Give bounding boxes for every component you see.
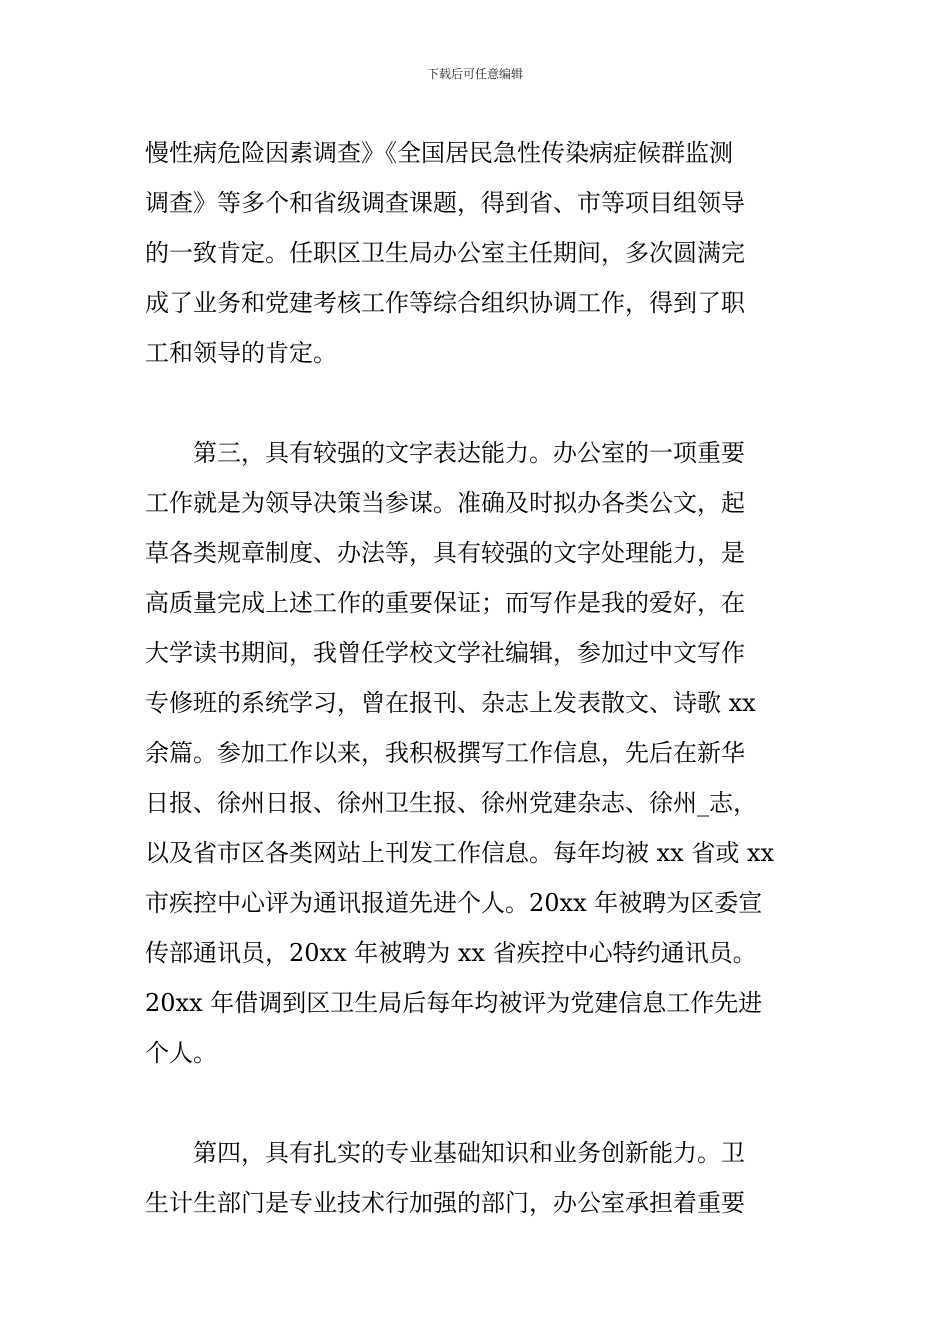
text-line: 成了业务和党建考核工作等综合组织协调工作，得到了职	[145, 289, 745, 317]
document-body	[145, 128, 813, 1228]
paragraph-gap	[145, 378, 813, 428]
text-line: 大学读书期间，我曾任学校文学社编辑，参加过中文写作	[145, 639, 745, 667]
text-line: 20xx 年借调到区卫生局后每年均被评为党建信息工作先进	[145, 989, 763, 1017]
text-line: 个人。	[145, 1039, 217, 1067]
paragraph-2	[145, 428, 813, 1078]
page-header: 下载后可任意编辑	[426, 67, 523, 81]
paragraph-3	[145, 1128, 813, 1228]
text-line: 市疾控中心评为通讯报道先进个人。20xx 年被聘为区委宣	[145, 889, 763, 917]
text-line: 工和领导的肯定。	[145, 339, 337, 367]
paragraph-gap	[145, 1078, 813, 1128]
text-line: 日报、徐州日报、徐州卫生报、徐州党建杂志、徐州_志，	[145, 789, 757, 817]
text-line: 高质量完成上述工作的重要保证；而写作是我的爱好，在	[145, 589, 745, 617]
paragraph-1	[145, 128, 813, 378]
text-line: 专修班的系统学习，曾在报刊、杂志上发表散文、诗歌 xx	[145, 689, 756, 717]
text-line: 工作就是为领导决策当参谋。准确及时拟办各类公文，起	[145, 489, 745, 517]
text-line: 第四，具有扎实的专业基础知识和业务创新能力。卫	[145, 1139, 745, 1167]
text-line: 慢性病危险因素调查》《全国居民急性传染病症候群监测	[145, 139, 733, 167]
text-line: 草各类规章制度、办法等，具有较强的文字处理能力，是	[145, 539, 745, 567]
text-line: 调查》等多个和省级调查课题，得到省、市等项目组领导	[145, 189, 745, 217]
text-line: 第三，具有较强的文字表达能力。办公室的一项重要	[145, 439, 745, 467]
text-line: 余篇。参加工作以来，我积极撰写工作信息，先后在新华	[145, 739, 745, 767]
text-line: 传部通讯员，20xx 年被聘为 xx 省疾控中心特约通讯员。	[145, 939, 757, 967]
text-line: 生计生部门是专业技术行加强的部门，办公室承担着重要	[145, 1189, 745, 1217]
text-line: 的一致肯定。任职区卫生局办公室主任期间，多次圆满完	[145, 239, 745, 267]
text-line: 以及省市区各类网站上刊发工作信息。每年均被 xx 省或 xx	[145, 839, 775, 867]
